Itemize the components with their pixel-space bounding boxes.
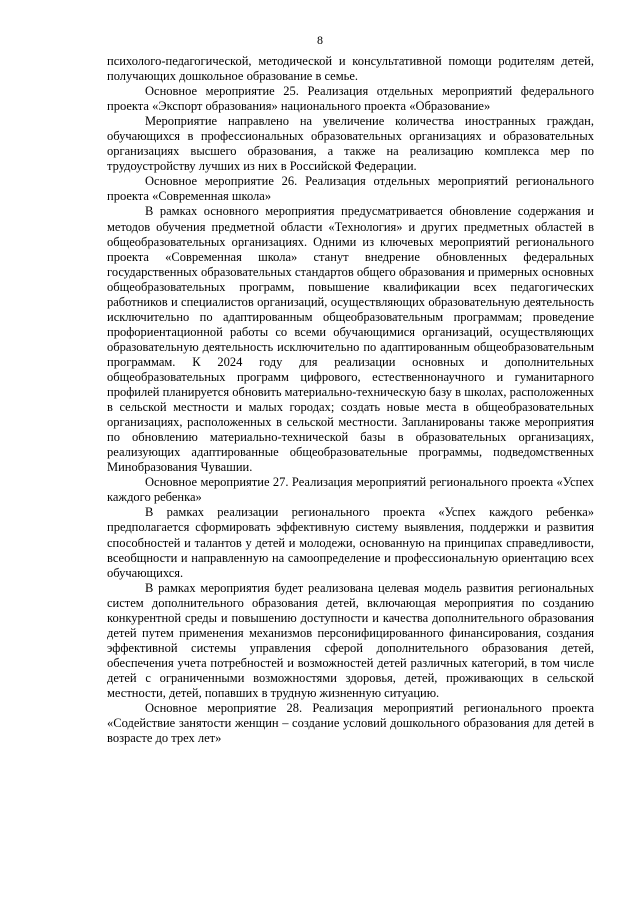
- heading-activity-27: Основное мероприятие 27. Реализация мероприятий регионального проекта «Успех каждого ребенка»: [107, 475, 594, 505]
- paragraph-activity-25: Мероприятие направлено на увеличение количества иностранных граждан, обучающихся в профессиональных образовательных организациях и образовательных организациях высшего образования, а также на реализацию комплекса мер по трудоустройству лучших из них в Российской Федерации.: [107, 114, 594, 174]
- heading-activity-28: Основное мероприятие 28. Реализация мероприятий регионального проекта «Содействие занятости женщин – создание условий дошкольного образования для детей в возрасте до трех лет»: [107, 701, 594, 746]
- document-body: [107, 54, 594, 746]
- page-number: 8: [317, 33, 323, 47]
- paragraph-activity-27-intro: В рамках реализации регионального проекта «Успех каждого ребенка» предполагается сформировать эффективную систему выявления, поддержки и развития способностей и талантов у детей и молодежи, основанную на принципах справедливости, всеобщности и направленную на самоопределение и профессиональную ориентацию всех обучающихся.: [107, 505, 594, 580]
- heading-activity-25: Основное мероприятие 25. Реализация отдельных мероприятий федерального проекта «Экспорт образования» национального проекта «Образование»: [107, 84, 594, 114]
- paragraph-activity-27-model: В рамках мероприятия будет реализована целевая модель развития региональных систем дополнительного образования детей, включающая мероприятия по созданию конкурентной среды и повышению доступности и качества дополнительного образования детей путем применения механизмов персонифицированного финансирования, создания эффективной системы управления сферой дополнительного образования детей, обеспечения учета потребностей и возможностей детей различных категорий, в том числе детей с ограниченными возможностями здоровья, детей, проживающих в сельской местности, детей, попавших в трудную жизненную ситуацию.: [107, 580, 594, 700]
- paragraph-continuation: психолого-педагогической, методической и консультативной помощи родителям детей, получающих дошкольное образование в семье.: [107, 54, 594, 84]
- paragraph-activity-26: В рамках основного мероприятия предусматривается обновление содержания и методов обучения предметной области «Технология» и других предметных областей в общеобразовательных организациях. Одними из ключевых мероприятий регионального проекта «Современная школа» станут внедрение обновленных федеральных государственных образовательных стандартов общего образования и примерных основных общеобразовательных программ, повышение квалификации всех педагогических работников и специалистов организаций, осуществляющих образовательную деятельность исключительно по адаптированным общеобразовательным программам; проведение профориентационной работы со всеми обучающимися организаций, осуществляющих образовательную деятельность исключительно по адаптированным общеобразовательным программам. К 2024 году для реализации основных и дополнительных общеобразовательных программ цифрового, естественнонаучного и гуманитарного профилей планируется обновить материально-техническую базу в школах, расположенных в сельской местности и малых городах; создать новые места в общеобразовательных организациях, расположенных в сельской местности. Запланированы также мероприятия по обновлению материально-технической базы в образовательных организациях, реализующих адаптированные общеобразовательные программы, подведомственных Минобразования Чувашии.: [107, 204, 594, 475]
- heading-activity-26: Основное мероприятие 26. Реализация отдельных мероприятий регионального проекта «Современная школа»: [107, 174, 594, 204]
